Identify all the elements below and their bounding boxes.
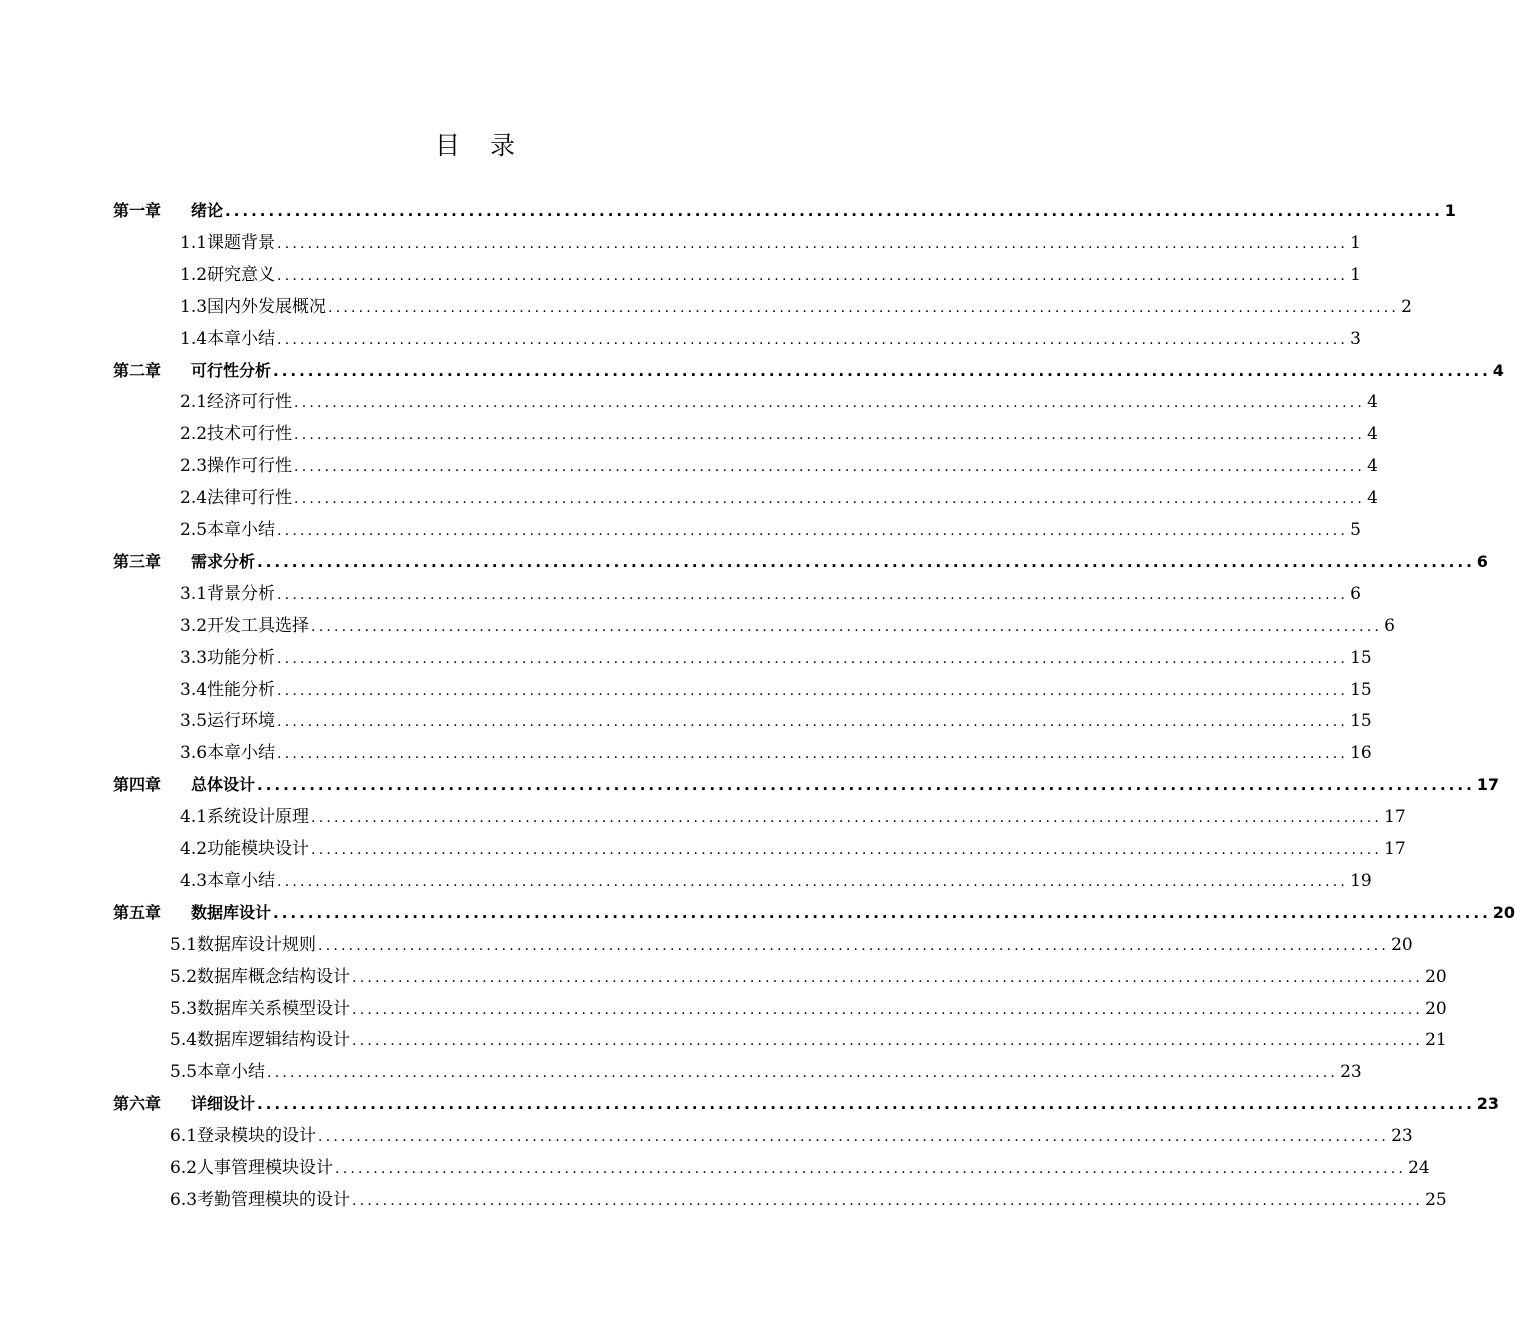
toc-entry-label xyxy=(170,1024,350,1056)
toc-entry-title: 6.1登录模块的设计 xyxy=(170,1126,317,1147)
toc-dot-leader: ............................................................................................................................................ xyxy=(318,937,1390,954)
toc-entry-label xyxy=(180,865,275,897)
toc-page-number: 6 xyxy=(1350,583,1361,604)
title-char-1: 目 xyxy=(434,131,460,160)
toc-entry-title: 4.1系统设计原理 xyxy=(180,807,310,828)
toc-page-number: 4 xyxy=(1492,360,1504,380)
toc-entry-label xyxy=(180,833,309,865)
toc-section-entry[interactable] xyxy=(180,674,1372,706)
toc-chapter-number: 第四章 xyxy=(113,775,162,795)
toc-page-number: 23 xyxy=(1391,1126,1413,1147)
toc-section-entry[interactable] xyxy=(170,1056,1362,1088)
toc-entry-label xyxy=(180,514,275,546)
toc-entry-label xyxy=(170,1120,316,1152)
toc-entry-label xyxy=(180,323,275,355)
toc-entry-label xyxy=(170,993,350,1025)
toc-entry-title: 5.4数据库逻辑结构设计 xyxy=(170,1030,351,1051)
toc-section-entry[interactable] xyxy=(180,259,1361,291)
toc-entry-title: 绪论 xyxy=(191,201,224,220)
toc-section-entry[interactable] xyxy=(170,929,1413,961)
toc-section-entry[interactable] xyxy=(180,610,1395,642)
toc-entry-label xyxy=(180,705,275,737)
toc-dot-leader: ............................................................................................................................................ xyxy=(277,267,1349,284)
toc-entry-title: 2.3操作可行性 xyxy=(180,456,293,477)
toc-chapter-entry[interactable] xyxy=(113,769,1500,801)
toc-entry-title: 3.3功能分析 xyxy=(180,647,276,668)
toc-dot-leader: ............................................................................................................................................ xyxy=(273,361,1491,380)
toc-page-number: 17 xyxy=(1476,775,1500,795)
toc-page-number: 21 xyxy=(1425,1030,1447,1051)
toc-page-number: 16 xyxy=(1350,743,1372,764)
toc-entry-title: 总体设计 xyxy=(191,775,256,795)
toc-page-number: 19 xyxy=(1350,870,1372,891)
toc-page-number: 4 xyxy=(1367,456,1378,477)
toc-dot-leader: ............................................................................................................................................ xyxy=(311,842,1383,858)
toc-entry-label xyxy=(180,418,292,450)
toc-entry-label xyxy=(170,961,350,993)
toc-section-entry[interactable] xyxy=(180,291,1412,323)
toc-entry-label xyxy=(170,929,316,961)
toc-entry-label xyxy=(180,642,275,674)
toc-chapter-number: 第三章 xyxy=(113,551,162,571)
toc-page-number: 1 xyxy=(1350,232,1361,253)
toc-entry-title: 3.2开发工具选择 xyxy=(180,615,310,636)
toc-entry-title: 4.3本章小结 xyxy=(180,870,276,891)
toc-entry-label xyxy=(180,578,275,610)
title-char-2: 录 xyxy=(490,131,516,160)
toc-dot-leader: ............................................................................................................................................ xyxy=(277,682,1349,699)
toc-dot-leader: ............................................................................................................................................ xyxy=(335,1161,1407,1177)
toc-entry-label xyxy=(170,1152,333,1184)
toc-page-number: 20 xyxy=(1425,966,1447,987)
toc-section-entry[interactable] xyxy=(170,1024,1447,1056)
toc-page-number: 15 xyxy=(1350,647,1372,668)
toc-entry-label xyxy=(113,1088,255,1120)
toc-dot-leader: ............................................................................................................................................ xyxy=(257,552,1475,571)
toc-entry-label xyxy=(180,291,326,323)
toc-page-number: 23 xyxy=(1476,1094,1500,1114)
toc-entry-label xyxy=(180,259,275,291)
toc-entry-label xyxy=(113,355,271,387)
toc-section-entry[interactable] xyxy=(180,450,1378,482)
toc-dot-leader: ............................................................................................................................................ xyxy=(352,1033,1424,1050)
toc-section-entry[interactable] xyxy=(180,737,1372,769)
toc-section-entry[interactable] xyxy=(170,1152,1430,1184)
toc-section-entry[interactable] xyxy=(180,578,1361,610)
toc-entry-label xyxy=(180,482,292,514)
toc-entry-title: 5.1数据库设计规则 xyxy=(170,934,317,955)
toc-page-number: 3 xyxy=(1350,328,1361,349)
toc-page-number: 4 xyxy=(1367,424,1378,445)
toc-entry-title: 数据库设计 xyxy=(191,902,272,922)
toc-dot-leader: ............................................................................................................................................ xyxy=(277,873,1349,890)
toc-dot-leader: ............................................................................................................................................ xyxy=(294,459,1366,476)
toc-page-number: 20 xyxy=(1391,934,1413,955)
toc-page-number: 23 xyxy=(1340,1062,1362,1083)
toc-page-number: 5 xyxy=(1350,520,1361,540)
toc-page-number: 20 xyxy=(1492,902,1515,922)
toc-chapter-entry[interactable] xyxy=(113,546,1488,578)
toc-entry-title: 3.6本章小结 xyxy=(180,743,276,764)
toc-section-entry[interactable] xyxy=(170,1184,1447,1216)
toc-entry-title: 6.2人事管理模块设计 xyxy=(170,1158,334,1178)
toc-chapter-number: 第二章 xyxy=(113,360,162,380)
toc-entry-title: 需求分析 xyxy=(191,551,256,571)
toc-section-entry[interactable] xyxy=(180,865,1372,897)
toc-section-entry[interactable] xyxy=(180,386,1378,418)
toc-chapter-entry[interactable] xyxy=(113,1088,1500,1120)
page-title xyxy=(0,128,950,164)
toc-section-entry[interactable] xyxy=(180,833,1406,865)
toc-entry-label xyxy=(113,546,255,578)
toc-page-number: 1 xyxy=(1444,201,1456,220)
toc-entry-title: 详细设计 xyxy=(191,1094,256,1114)
toc-entry-label xyxy=(113,897,271,929)
toc-dot-leader: ............................................................................................................................................ xyxy=(311,810,1383,827)
toc-dot-leader: ............................................................................................................................................ xyxy=(294,427,1366,444)
toc-page-number: 15 xyxy=(1350,711,1372,732)
toc-page-number: 20 xyxy=(1425,998,1447,1019)
toc-entry-label xyxy=(180,674,275,706)
toc-entry-label xyxy=(180,610,309,642)
toc-dot-leader: ............................................................................................................................................ xyxy=(311,618,1383,635)
toc-dot-leader: ............................................................................................................................................ xyxy=(352,969,1424,986)
toc-dot-leader: ............................................................................................................................................ xyxy=(257,1095,1475,1114)
toc-section-entry[interactable] xyxy=(180,514,1361,546)
toc-page-number: 4 xyxy=(1367,488,1378,509)
toc-dot-leader: ............................................................................................................................................ xyxy=(352,1001,1424,1018)
toc-chapter-number: 第五章 xyxy=(113,902,162,922)
toc-page-number: 4 xyxy=(1367,392,1378,413)
toc-page-number: 6 xyxy=(1384,615,1395,636)
toc-entry-label xyxy=(180,386,292,418)
toc-entry-label xyxy=(170,1056,265,1088)
toc-dot-leader: ............................................................................................................................................ xyxy=(277,523,1349,539)
toc-dot-leader: ............................................................................................................................................ xyxy=(352,1192,1424,1209)
toc-entry-title: 3.4性能分析 xyxy=(180,679,276,700)
toc-dot-leader: ............................................................................................................................................ xyxy=(267,1065,1339,1082)
toc-section-entry[interactable] xyxy=(170,993,1447,1025)
toc-entry-title: 1.3国内外发展概况 xyxy=(180,296,327,317)
toc-page-number: 6 xyxy=(1476,551,1488,571)
toc-entry-title: 5.5本章小结 xyxy=(170,1062,266,1083)
toc-chapter-entry[interactable] xyxy=(113,355,1504,387)
toc-page-number: 15 xyxy=(1350,679,1372,700)
toc-entry-label xyxy=(113,769,255,801)
toc-entry-title: 1.1课题背景 xyxy=(180,232,276,253)
toc-dot-leader: ............................................................................................................................................ xyxy=(273,903,1491,922)
toc-dot-leader: ............................................................................................................................................ xyxy=(277,746,1349,763)
toc-section-entry[interactable] xyxy=(170,961,1447,993)
toc-page-number: 25 xyxy=(1425,1189,1447,1210)
toc-page-number: 17 xyxy=(1384,807,1406,828)
toc-chapter-entry[interactable] xyxy=(113,897,1515,929)
toc-dot-leader: ............................................................................................................................................ xyxy=(277,650,1349,667)
toc-entry-title: 1.2研究意义 xyxy=(180,264,276,285)
toc-dot-leader: ............................................................................................................................................ xyxy=(328,299,1400,316)
toc-page-number: 17 xyxy=(1384,839,1406,859)
toc-dot-leader: ............................................................................................................................................ xyxy=(277,714,1349,731)
toc-entry-title: 1.4本章小结 xyxy=(180,328,276,349)
toc-section-entry[interactable] xyxy=(180,705,1372,737)
toc-section-entry[interactable] xyxy=(180,801,1406,833)
toc-dot-leader: ............................................................................................................................................ xyxy=(277,331,1349,348)
toc-entry-title: 3.5运行环境 xyxy=(180,711,276,732)
toc-entry-title: 2.2技术可行性 xyxy=(180,424,293,445)
toc-dot-leader: ............................................................................................................................................ xyxy=(294,395,1366,412)
toc-section-entry[interactable] xyxy=(180,642,1372,674)
toc-chapter-entry[interactable] xyxy=(113,195,1456,227)
toc-entry-label xyxy=(180,450,292,482)
toc-section-entry[interactable] xyxy=(180,227,1361,259)
toc-dot-leader: ............................................................................................................................................ xyxy=(225,202,1443,220)
toc-page-number: 1 xyxy=(1350,264,1361,285)
toc-section-entry[interactable] xyxy=(180,482,1378,514)
toc-entry-title: 2.4法律可行性 xyxy=(180,488,293,509)
toc-entry-label xyxy=(113,195,223,227)
toc-entry-label xyxy=(180,737,275,769)
toc-entry-title: 5.2数据库概念结构设计 xyxy=(170,966,351,987)
toc-dot-leader: ............................................................................................................................................ xyxy=(277,586,1349,603)
toc-entry-title: 4.2功能模块设计 xyxy=(180,839,310,859)
toc-entry-title: 2.1经济可行性 xyxy=(180,392,293,413)
toc-dot-leader: ............................................................................................................................................ xyxy=(318,1129,1390,1146)
toc-dot-leader: ............................................................................................................................................ xyxy=(294,491,1366,508)
toc-section-entry[interactable] xyxy=(170,1120,1413,1152)
toc-section-entry[interactable] xyxy=(180,323,1361,355)
toc-entry-title: 2.5本章小结 xyxy=(180,520,276,540)
toc-dot-leader: ............................................................................................................................................ xyxy=(257,776,1475,795)
toc-dot-leader: ............................................................................................................................................ xyxy=(277,235,1349,252)
toc-entry-label xyxy=(180,801,309,833)
toc-entry-title: 可行性分析 xyxy=(191,360,272,380)
toc-entry-title: 6.3考勤管理模块的设计 xyxy=(170,1189,351,1210)
toc-entry-title: 5.3数据库关系模型设计 xyxy=(170,998,351,1019)
toc-entry-label xyxy=(180,227,275,259)
toc-entry-title: 3.1背景分析 xyxy=(180,583,276,604)
toc-chapter-number: 第一章 xyxy=(113,201,162,220)
toc-entry-label xyxy=(170,1184,350,1216)
toc-page-number: 2 xyxy=(1401,296,1412,317)
toc-section-entry[interactable] xyxy=(180,418,1378,450)
toc-chapter-number: 第六章 xyxy=(113,1094,162,1114)
toc-page-number: 24 xyxy=(1408,1158,1430,1178)
